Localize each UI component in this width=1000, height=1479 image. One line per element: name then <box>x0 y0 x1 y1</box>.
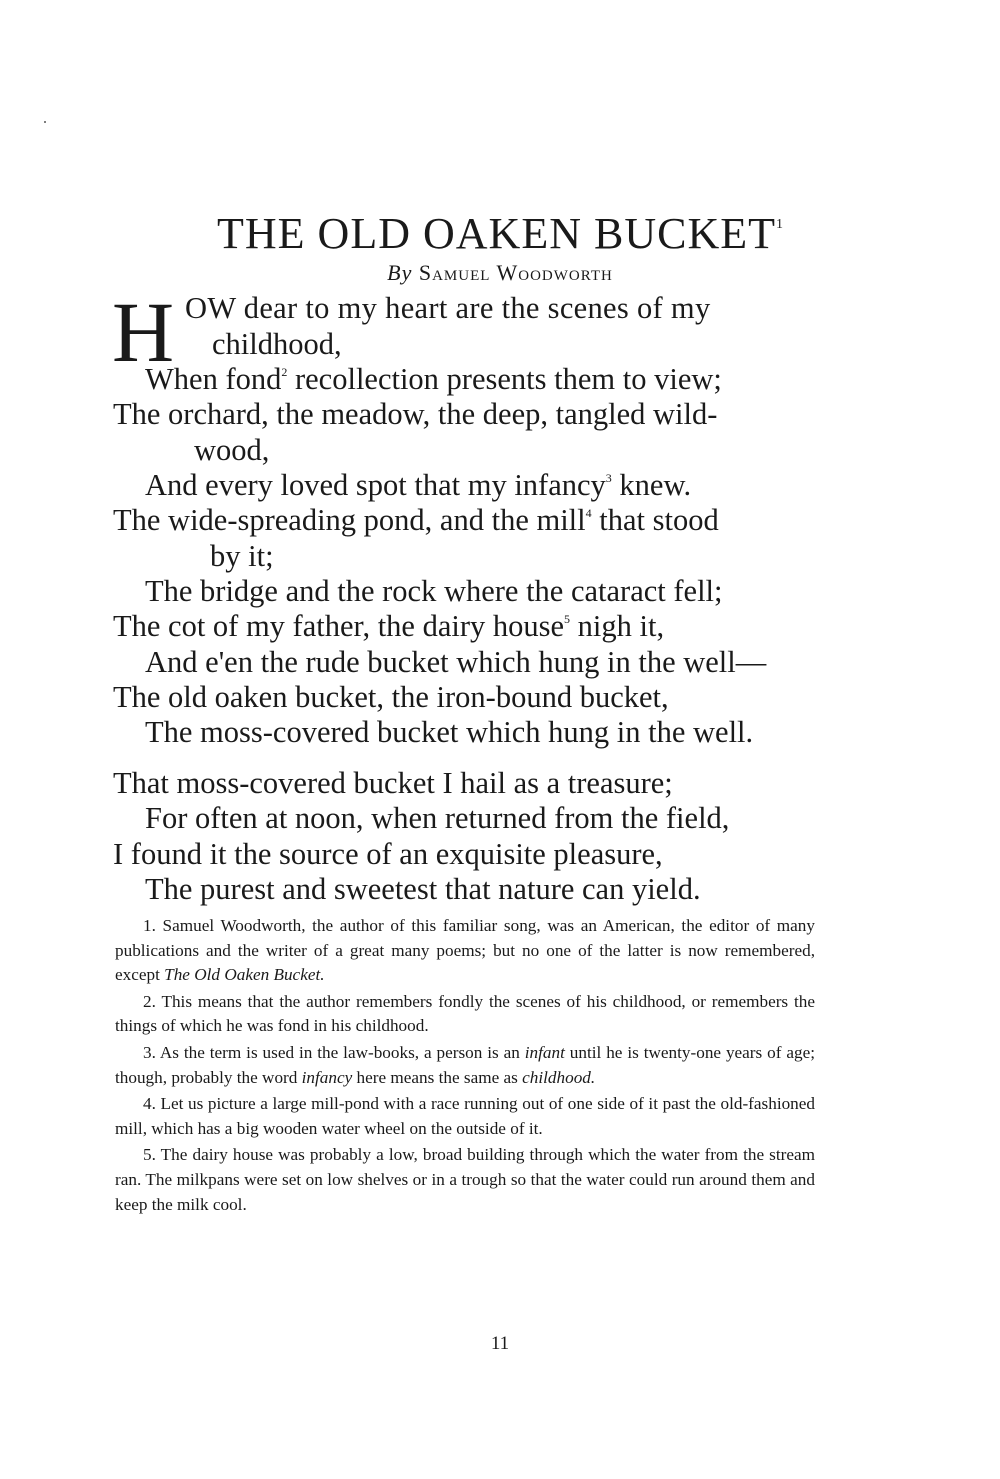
footnote-text: until he is twenty-one years of age; though, probably the word <box>115 1042 815 1087</box>
stray-mark <box>44 121 46 123</box>
line-text: When fond <box>145 362 282 396</box>
byline-author: Samuel Woodworth <box>418 260 613 285</box>
byline <box>0 262 1000 284</box>
footnote-italic: infancy <box>301 1067 353 1087</box>
line-text: And every loved spot that my infancy <box>145 468 606 502</box>
footnote-italic: infant <box>524 1042 565 1062</box>
line-text: that stood <box>591 503 719 537</box>
drop-cap: H <box>112 284 175 380</box>
line-text: recollection presents them to view; <box>287 362 722 396</box>
poem-line: The orchard, the meadow, the deep, tangled wild- <box>113 397 718 431</box>
footnote-5: 5. The dairy house was probably a low, broad building through which the water from the stream ran. The milkpans were set on low shelves or in a trough so that the water could run around them and keep the milk cool. <box>115 1145 815 1214</box>
footnote-text: 1. Samuel Woodworth, the author of this familiar song, was an American, the editor of many publications and the writer of a great many poems; but no one of the latter is now remembered, except <box>115 916 815 985</box>
poem-line: The purest and sweetest that nature can yield. <box>145 872 701 906</box>
poem-line <box>145 470 691 501</box>
poem-line: I found it the source of an exquisite pleasure, <box>113 837 663 871</box>
poem-line: The bridge and the rock where the cataract fell; <box>145 574 723 608</box>
poem-line: OW dear to my heart are the scenes of my <box>185 291 711 325</box>
footnote-4: 4. Let us picture a large mill-pond with a race running out of one side of it past the old-fashioned mill, which has a big wooden water wheel on the outside of it. <box>115 1094 815 1138</box>
byline-by: By <box>387 260 413 285</box>
line-text: The cot of my father, the dairy house <box>113 609 565 643</box>
footnotes <box>115 914 815 1219</box>
footnote-text: here means the same as <box>352 1067 523 1087</box>
poem-line: The moss-covered bucket which hung in the well. <box>145 715 754 749</box>
poem-line <box>145 364 722 395</box>
poem-line: by it; <box>210 539 274 573</box>
footnote-italic: The Old Oaken Bucket. <box>164 965 325 985</box>
footnote-ref: 2 <box>281 365 288 379</box>
footnote-ref: 4 <box>585 506 592 520</box>
footnote-1 <box>115 914 815 988</box>
poem-line: For often at noon, when returned from the field, <box>145 801 730 835</box>
poem-line: The old oaken bucket, the iron-bound bucket, <box>113 680 669 714</box>
poem-line <box>113 505 719 536</box>
line-text: knew. <box>611 468 692 502</box>
footnote-2: 2. This means that the author remembers fondly the scenes of his childhood, or remembers the things of which he was fond in his childhood. <box>115 991 815 1036</box>
footnote-italic: childhood. <box>522 1067 596 1087</box>
poem-line: That moss-covered bucket I hail as a treasure; <box>113 766 673 800</box>
footnote-ref: 3 <box>605 471 612 485</box>
poem-line: childhood, <box>212 327 342 361</box>
line-text: nigh it, <box>570 609 665 643</box>
footnote-text: 3. As the term is used in the law-books, a person is an <box>143 1042 525 1062</box>
footnote-ref: 1 <box>775 217 783 232</box>
title-text: THE OLD OAKEN BUCKET <box>217 209 776 258</box>
page-number: 11 <box>490 1333 510 1354</box>
poem-line: wood, <box>194 433 270 467</box>
poem-line: And e'en the rude bucket which hung in the well— <box>145 645 767 679</box>
footnote-ref: 5 <box>564 612 571 626</box>
footnote-3 <box>115 1041 815 1090</box>
line-text: The wide-spreading pond, and the mill <box>113 503 586 537</box>
poem-title <box>0 209 1000 258</box>
poem-line <box>113 611 664 642</box>
